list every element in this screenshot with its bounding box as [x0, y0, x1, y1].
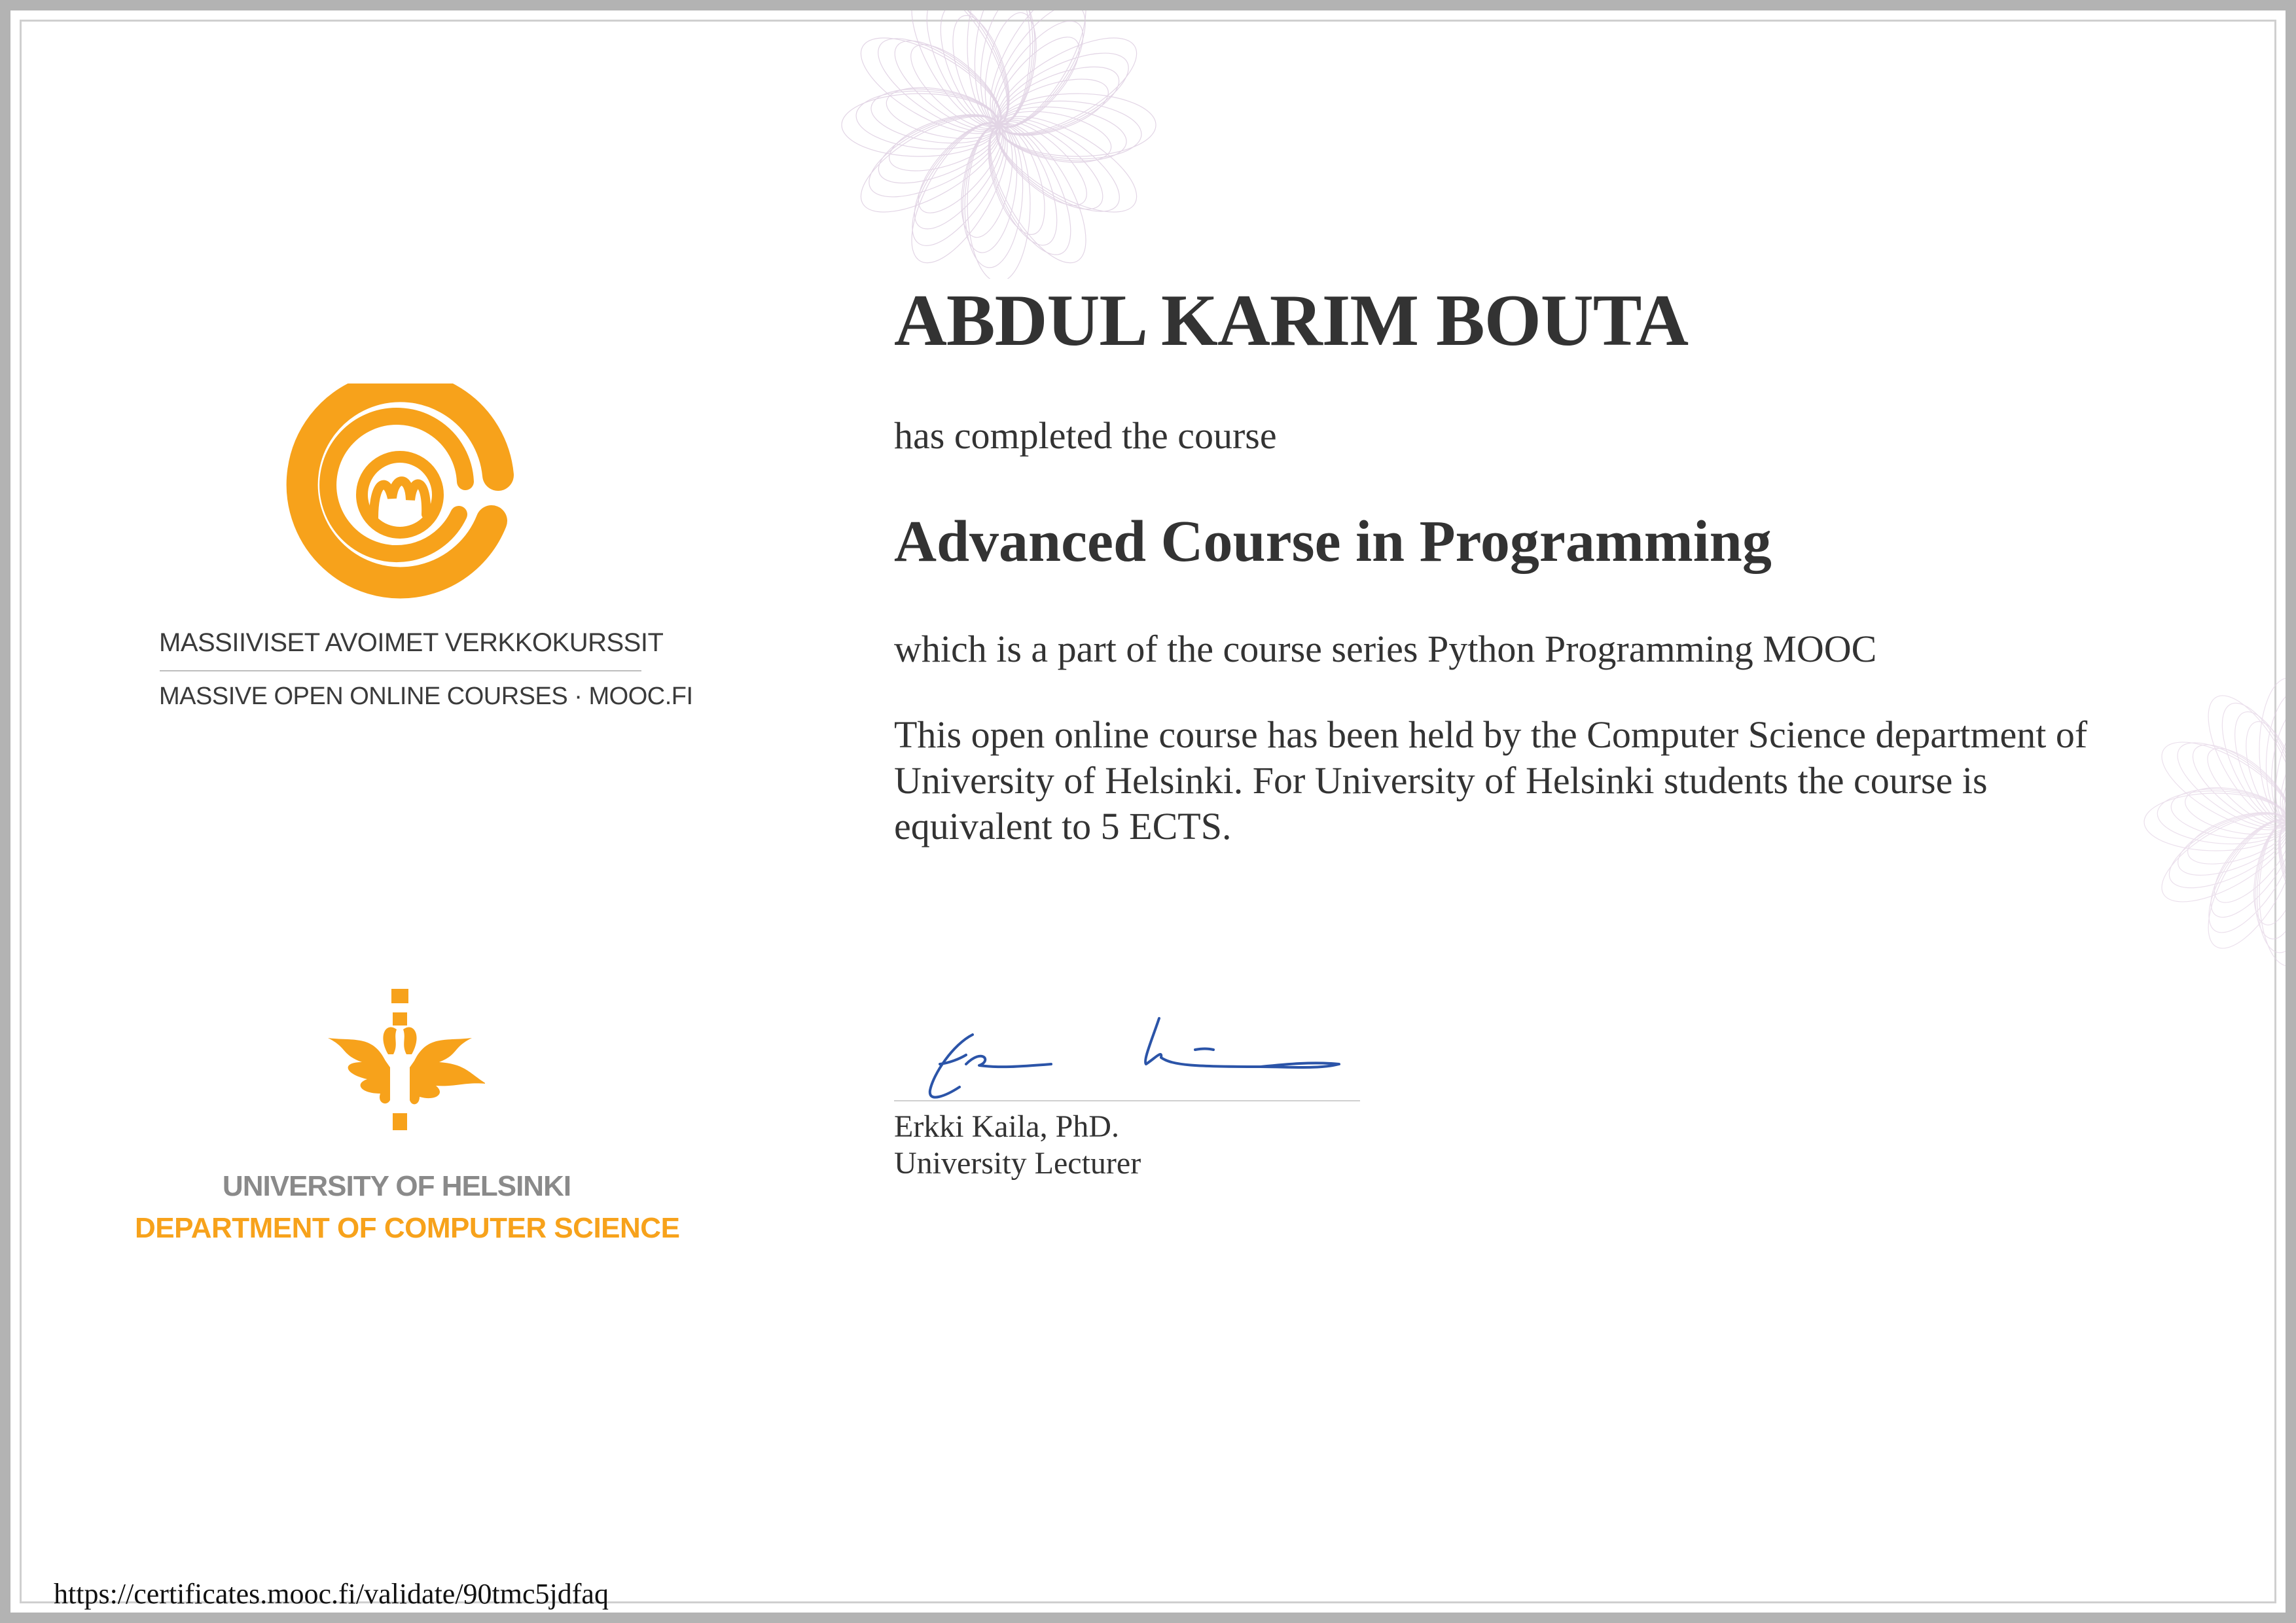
mooc-tagline-divider — [160, 670, 641, 671]
signature-icon — [920, 1012, 1352, 1103]
signature-line — [894, 1100, 1360, 1101]
course-title: Advanced Course in Programming — [894, 509, 1772, 574]
university-name: UNIVERSITY OF HELSINKI — [222, 1170, 571, 1202]
mooc-tagline-finnish: MASSIIVISET AVOIMET VERKKOKURSSIT — [159, 628, 664, 657]
mooc-tagline-english: MASSIVE OPEN ONLINE COURSES · MOOC.FI — [159, 683, 693, 710]
validation-url-link[interactable]: https://certificates.mooc.fi/validate/90tmc5jdfaq — [54, 1578, 609, 1610]
university-flame-icon — [315, 989, 485, 1146]
recipient-name: ABDUL KARIM BOUTA — [894, 280, 1689, 361]
mooc-logo-icon — [276, 383, 531, 606]
signer-name: Erkki Kaila, PhD. — [894, 1109, 1119, 1144]
course-description: This open online course has been held by the Computer Science department of University of Helsinki. For University of Helsinki students the course is equivalent to 5 ECTS. — [894, 713, 2088, 847]
department-name: DEPARTMENT OF COMPUTER SCIENCE — [135, 1212, 680, 1244]
guilloche-rosette-right-icon — [2125, 586, 2296, 1058]
guilloche-rosette-top-icon — [816, 0, 1182, 279]
completed-course-text: has completed the course — [894, 414, 1277, 457]
course-series-text: which is a part of the course series Python Programming MOOC — [894, 628, 1877, 670]
signer-title: University Lecturer — [894, 1146, 1141, 1181]
